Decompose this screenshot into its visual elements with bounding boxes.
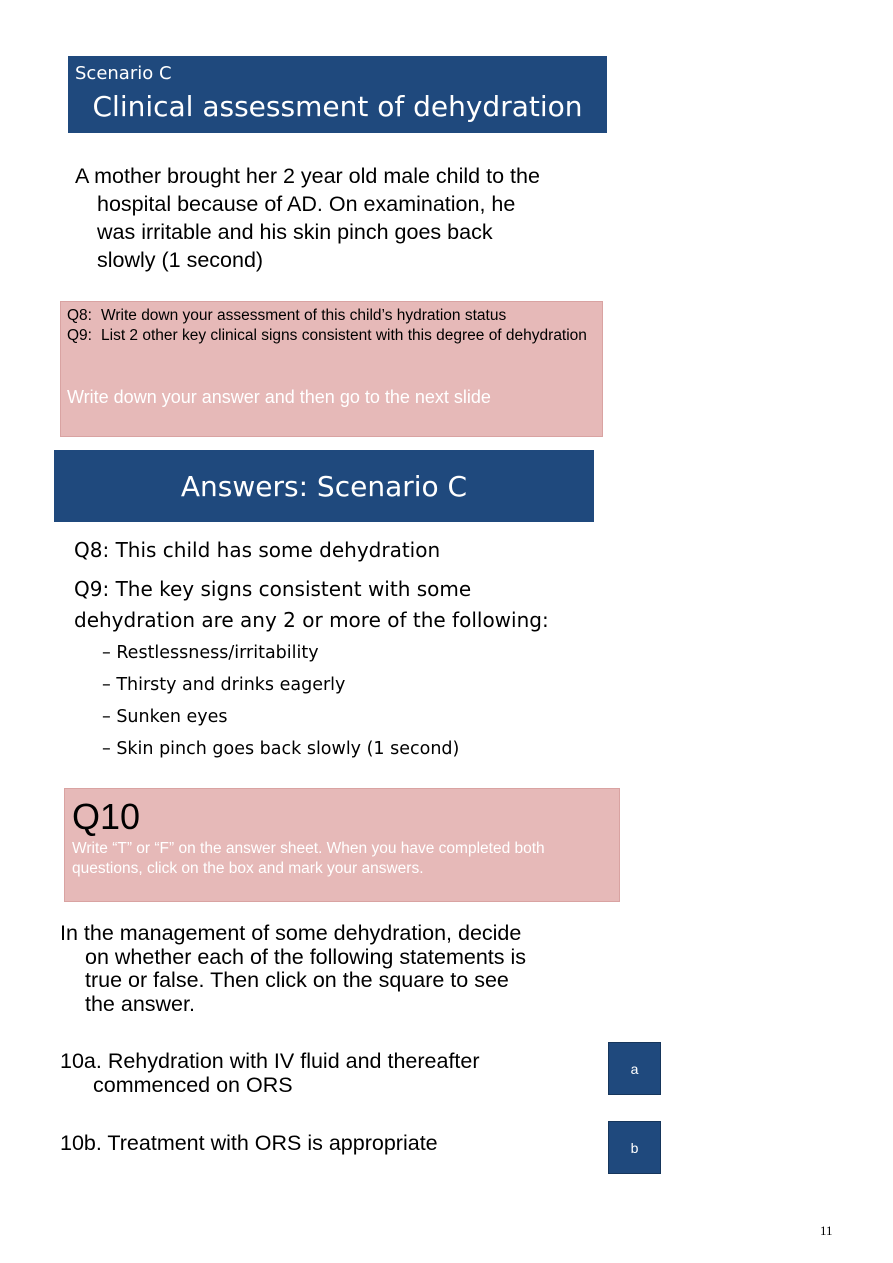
- management-line: In the management of some dehydration, decide: [60, 921, 522, 945]
- q10-title: Q10: [72, 796, 141, 837]
- management-line: on whether each of the following statements is: [85, 944, 527, 969]
- answer-q9: [74, 574, 594, 636]
- q10-instructions: Write “T” or “F” on the answer sheet. When you have completed both questions, click on the box and mark your answers.: [72, 840, 545, 877]
- management-line: the answer.: [85, 991, 195, 1016]
- answer-q8: [74, 538, 440, 562]
- page-number: 11: [820, 1223, 833, 1238]
- management-text: [60, 922, 600, 1016]
- scenario-line: was irritable and his skin pinch goes back: [97, 220, 493, 244]
- answer-bullet: – Thirsty and drinks eagerly: [102, 675, 346, 695]
- answer-q8-text: This child has some dehydration: [109, 538, 441, 562]
- answer-bullet: – Sunken eyes: [102, 707, 228, 727]
- answer-b-button[interactable]: b: [608, 1121, 661, 1174]
- q9-text: List 2 other key clinical signs consistent with this degree of dehydration: [101, 327, 587, 344]
- scenario-line: A mother brought her 2 year old male child to the: [75, 164, 540, 188]
- answer-a-button[interactable]: a: [608, 1042, 661, 1095]
- answer-bullet: – Skin pinch goes back slowly (1 second): [102, 739, 460, 759]
- scenario-title: Clinical assessment of dehydration: [92, 90, 583, 123]
- q8-text: Write down your assessment of this child’s hydration status: [101, 307, 507, 324]
- scenario-description: [75, 162, 605, 274]
- scenario-banner: [68, 56, 607, 133]
- q9-key: Q9:: [67, 327, 92, 344]
- answers-title: Answers: Scenario C: [180, 470, 468, 503]
- management-line: true or false. Then click on the square to see: [85, 968, 509, 992]
- q10-box: [64, 788, 620, 902]
- q8-key: Q8:: [67, 307, 92, 324]
- statement-10a-line: commenced on ORS: [93, 1072, 293, 1097]
- scenario-line: slowly (1 second): [97, 248, 264, 272]
- scenario-label: Scenario C: [75, 63, 172, 84]
- answer-bullet: – Restlessness/irritability: [102, 643, 319, 663]
- statement-10a-line: 10a. Rehydration with IV fluid and thereafter: [60, 1049, 480, 1073]
- statement-10b: 10b. Treatment with ORS is appropriate: [60, 1131, 438, 1155]
- question-box: [60, 301, 603, 437]
- answer-q8-key: Q8:: [74, 538, 110, 562]
- question-note: Write down your answer and then go to the next slide: [67, 387, 491, 407]
- answer-q9-key: Q9:: [74, 577, 110, 601]
- answers-banner: [54, 450, 594, 522]
- statement-10a: [60, 1050, 600, 1097]
- answer-q9-text: The key signs consistent with some dehydration are any 2 or more of the following:: [74, 577, 549, 632]
- scenario-line: hospital because of AD. On examination, he: [97, 192, 516, 216]
